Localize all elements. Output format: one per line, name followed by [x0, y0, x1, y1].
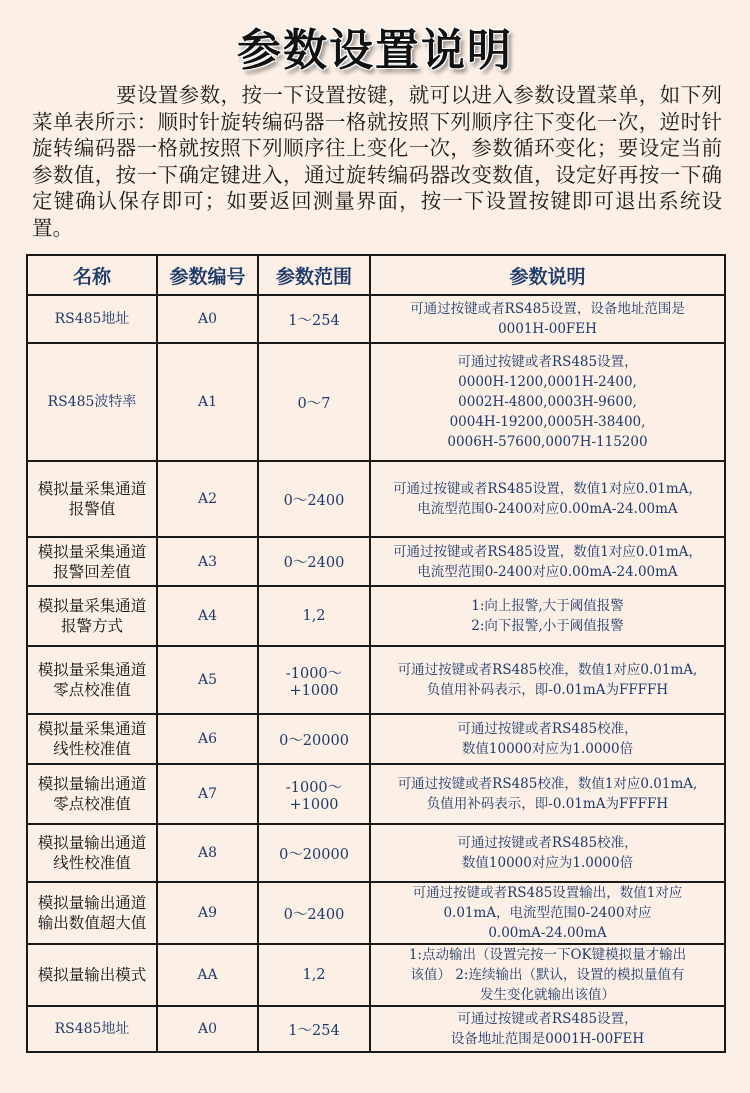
param-description: 可通过按键或者RS485设置，数值1对应0.01mA， 电流型范围0-2400对应0.00mA-24.00mA: [370, 461, 725, 537]
param-description: 可通过按键或者RS485校准， 数值10000对应为1.0000倍: [370, 714, 725, 764]
param-code: A4: [157, 586, 258, 646]
param-name: RS485波特率: [27, 343, 157, 461]
param-code: A0: [157, 1006, 258, 1052]
table-row: [27, 295, 725, 343]
param-code: AA: [157, 944, 258, 1006]
param-description: 可通过按键或者RS485设置， 0000H-1200,0001H-2400, 0002H-4800,0003H-9600, 0004H-19200,0005H-38400, 0006H-57600,0007H-115200: [370, 343, 725, 461]
table-row: [27, 646, 725, 714]
param-code: A3: [157, 537, 258, 586]
table-row: [27, 824, 725, 882]
table-row: [27, 343, 725, 461]
param-name: 模拟量输出通道 线性校准值: [27, 824, 157, 882]
param-range: 0～2400: [258, 461, 370, 537]
param-code: A2: [157, 461, 258, 537]
table-row: [27, 944, 725, 1006]
param-description: 可通过按键或者RS485校准，数值1对应0.01mA, 负值用补码表示，即-0.01mA为FFFFH: [370, 764, 725, 824]
param-range: -1000～+1000: [258, 764, 370, 824]
param-description: 可通过按键或者RS485设置输出，数值1对应 0.01mA，电流型范围0-2400对应 0.00mA-24.00mA: [370, 882, 725, 944]
param-code: A5: [157, 646, 258, 714]
param-description: 可通过按键或者RS485校准，数值1对应0.01mA, 负值用补码表示，即-0.01mA为FFFFH: [370, 646, 725, 714]
param-code: A9: [157, 882, 258, 944]
param-range: 0～20000: [258, 714, 370, 764]
param-name: RS485地址: [27, 295, 157, 343]
param-name: 模拟量采集通道 零点校准值: [27, 646, 157, 714]
param-range: 0～2400: [258, 537, 370, 586]
param-name: 模拟量采集通道 报警回差值: [27, 537, 157, 586]
param-code: A7: [157, 764, 258, 824]
param-name: 模拟量输出通道 零点校准值: [27, 764, 157, 824]
intro-paragraph: 要设置参数，按一下设置按键，就可以进入参数设置菜单，如下列菜单表所示：顺时针旋转编码器一格就按照下列顺序往下变化一次，逆时针旋转编码器一格就按照下列顺序往上变化一次，参数循环变化；要设定当前参数值，按一下确定键进入，通过旋转编码器改变数值，设定好再按一下确定键确认保存即可；如要返回测量界面，按一下设置按键即可退出系统设置。: [32, 83, 722, 240]
table-row: [27, 714, 725, 764]
param-name: 模拟量采集通道 线性校准值: [27, 714, 157, 764]
param-description: 1:向上报警,大于阈值报警 2:向下报警,小于阈值报警: [370, 586, 725, 646]
param-description: 可通过按键或者RS485校准， 数值10000对应为1.0000倍: [370, 824, 725, 882]
page-title: 参数设置说明: [237, 25, 513, 76]
param-name: RS485地址: [27, 1006, 157, 1052]
param-range: 1,2: [258, 586, 370, 646]
header-range: 参数范围: [258, 255, 370, 295]
parameter-table: [26, 254, 726, 1053]
param-name: 模拟量输出模式: [27, 944, 157, 1006]
param-code: A1: [157, 343, 258, 461]
param-range: 0～7: [258, 343, 370, 461]
param-code: A6: [157, 714, 258, 764]
param-range: -1000～+1000: [258, 646, 370, 714]
table-header-row: [27, 255, 725, 295]
param-name: 模拟量输出通道 输出数值超大值: [27, 882, 157, 944]
table-row: [27, 537, 725, 586]
param-description: 1:点动输出（设置完按一下OK键模拟量才输出 该值） 2:连续输出（默认，设置的模拟量值有 发生变化就输出该值）: [370, 944, 725, 1006]
param-description: 可通过按键或者RS485设置，设备地址范围是 0001H-00FEH: [370, 295, 725, 343]
param-description: 可通过按键或者RS485设置， 设备地址范围是0001H-00FEH: [370, 1006, 725, 1052]
param-name: 模拟量采集通道 报警值: [27, 461, 157, 537]
param-range: 0～2400: [258, 882, 370, 944]
table-row: [27, 586, 725, 646]
param-description: 可通过按键或者RS485设置，数值1对应0.01mA， 电流型范围0-2400对应0.00mA-24.00mA: [370, 537, 725, 586]
table-row: [27, 461, 725, 537]
param-range: 1～254: [258, 295, 370, 343]
param-range: 1～254: [258, 1006, 370, 1052]
header-code: 参数编号: [157, 255, 258, 295]
table-row: [27, 1006, 725, 1052]
table-row: [27, 882, 725, 944]
header-name: 名称: [27, 255, 157, 295]
param-code: A0: [157, 295, 258, 343]
param-code: A8: [157, 824, 258, 882]
table-row: [27, 764, 725, 824]
header-description: 参数说明: [370, 255, 725, 295]
param-range: 0～20000: [258, 824, 370, 882]
param-range: 1,2: [258, 944, 370, 1006]
param-name: 模拟量采集通道 报警方式: [27, 586, 157, 646]
